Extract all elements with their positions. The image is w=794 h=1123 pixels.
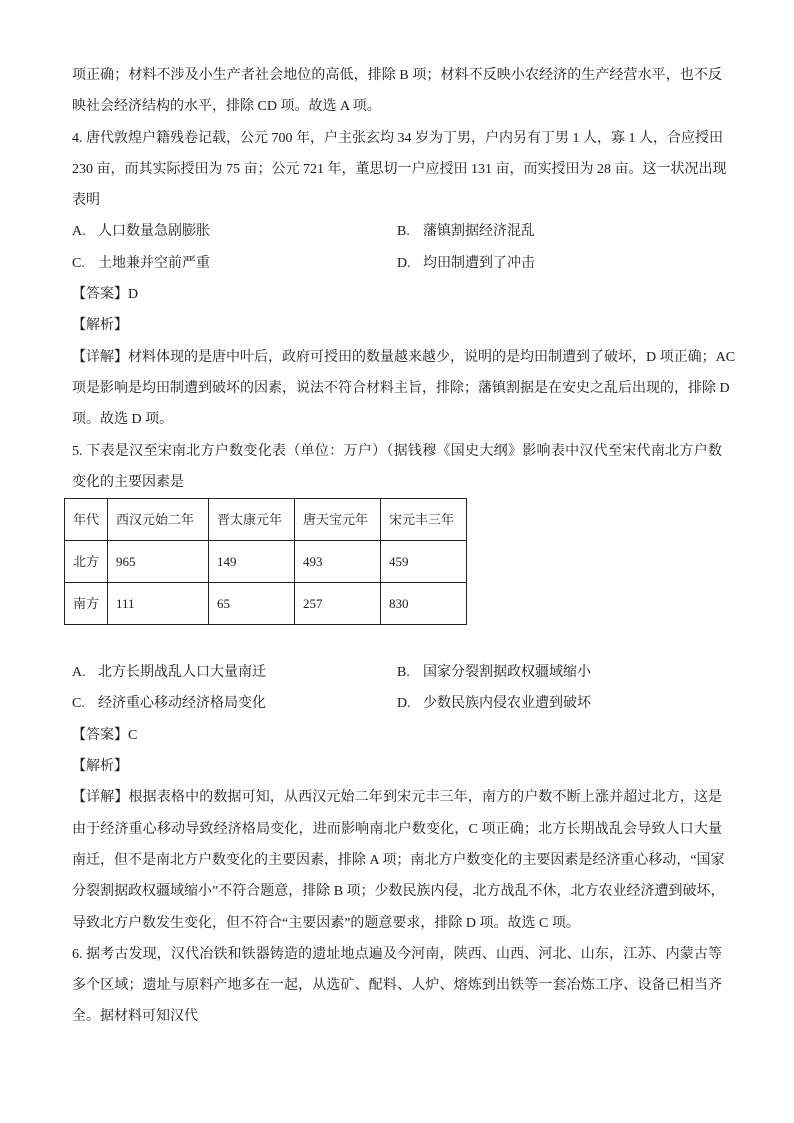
answer-tag: 【答案】 (72, 727, 128, 743)
option-text: 经济重心移动经济格局变化 (98, 696, 266, 712)
household-table-wrapper (64, 498, 722, 625)
question-stem-line: 全。据材料可知汉代 (72, 1009, 198, 1025)
table-cell: 830 (381, 583, 467, 625)
analysis-heading: 【解析】 (72, 759, 128, 775)
option-text: 北方长期战乱人口大量南迁 (98, 665, 266, 681)
option-c (72, 688, 397, 719)
option-text: 均田制遭到了冲击 (423, 255, 535, 271)
answer-tag: 【答案】 (72, 287, 128, 303)
detail-tag: 【详解】 (72, 349, 128, 365)
option-text: 藩镇割据经济混乱 (423, 224, 535, 240)
table-header-cell: 唐天宝元年 (295, 499, 381, 541)
option-d (397, 248, 535, 279)
analysis-heading: 【解析】 (72, 318, 128, 334)
detail-text: 材料体现的是唐中叶后，政府可授田的数量越来越少，说明的是均田制遭到了破坏，D 项正确；AC (128, 349, 736, 365)
option-label: C. (72, 255, 85, 271)
continuation-line: 映社会经济结构的水平，排除 CD 项。故选 A 项。 (72, 99, 381, 115)
option-text: 国家分裂割据政权疆域缩小 (423, 665, 591, 681)
question-6 (72, 939, 722, 1033)
options-row (72, 657, 722, 688)
table-header-cell: 年代 (65, 499, 108, 541)
table-cell: 257 (295, 583, 381, 625)
question-stem-line: 4. 唐代敦煌户籍残卷记载，公元 700 年，户主张玄均 34 岁为丁男，户内另有丁男 1 人，寡 1 人，合应授田 (72, 130, 723, 146)
table-cell: 111 (108, 583, 209, 625)
option-label: A. (72, 665, 86, 681)
answer-line (72, 720, 722, 751)
table-header-row (65, 499, 467, 541)
option-d (397, 688, 591, 719)
table-cell: 493 (295, 541, 381, 583)
option-c (72, 248, 397, 279)
detail-line: 项是影响是均田制遭到破坏的因素，说法不符合材料主旨，排除；藩镇割据是在安史之乱后出现的，排除 D (72, 380, 730, 396)
question-stem-line: 多个区域；遗址与原料产地多在一起，从选矿、配料、人炉、熔炼到出铁等一套冶炼工序、设备已相当齐 (72, 978, 722, 994)
detail-line: 分裂割据政权疆域缩小”不符合题意，排除 B 项；少数民族内侵，北方战乱不休，北方农业经济遭到破坏， (72, 884, 725, 900)
detail-text: 根据表格中的数据可知，从西汉元始二年到宋元丰三年，南方的户数不断上涨并超过北方，这是 (128, 790, 723, 806)
document-page (72, 60, 736, 1033)
option-label: B. (397, 665, 410, 681)
detail-line: 南迁，但不是南北方户数变化的主要因素，排除 A 项；南北方户数变化的主要因素是经济重心移动，“国家 (72, 852, 725, 868)
spacer (72, 625, 722, 657)
detail-line: 由于经济重心移动导致经济格局变化，进而影响南北户数变化，C 项正确；北方长期战乱会导致人口大量 (72, 821, 722, 837)
table-row (65, 541, 467, 583)
option-label: C. (72, 696, 85, 712)
detail-line (72, 782, 722, 813)
table-row (65, 583, 467, 625)
household-table (64, 498, 467, 625)
table-cell: 149 (209, 541, 295, 583)
question-stem-line: 5. 下表是汉至宋南北方户数变化表（单位：万户）（据钱穆《国史大纲》影响表中汉代至宋代南北方户数 (72, 443, 722, 459)
question-4 (72, 123, 736, 436)
answer-line (72, 279, 722, 310)
question-stem-line: 230 亩，而其实际授田为 75 亩；公元 721 年，董思切一户应授田 131 亩，而实授田为 28 亩。这一状况出现 (72, 161, 727, 177)
continuation-line: 项正确；材料不涉及小生产者社会地位的高低，排除 B 项；材料不反映小农经济的生产经营水平，也不反 (72, 68, 722, 83)
table-cell: 965 (108, 541, 209, 583)
table-cell: 459 (381, 541, 467, 583)
table-row-label: 南方 (65, 583, 108, 625)
detail-line: 项。故选 D 项。 (72, 412, 174, 428)
option-b (397, 216, 535, 247)
option-a (72, 216, 397, 247)
option-label: D. (397, 255, 411, 271)
question-stem-line: 表明 (72, 193, 100, 209)
detail-line (72, 342, 736, 373)
table-header-cell: 晋太康元年 (209, 499, 295, 541)
option-text: 少数民族内侵农业遭到破坏 (423, 696, 591, 712)
question-stem-line: 变化的主要因素是 (72, 474, 184, 490)
table-cell: 65 (209, 583, 295, 625)
answer-value: C (128, 727, 138, 743)
options-row (72, 216, 722, 247)
answer-value: D (128, 287, 139, 303)
table-header-cell: 宋元丰三年 (381, 499, 467, 541)
option-label: D. (397, 696, 411, 712)
option-b (397, 657, 591, 688)
detail-tag: 【详解】 (72, 790, 129, 806)
options-row (72, 688, 722, 719)
option-label: B. (397, 224, 410, 240)
option-text: 土地兼并空前严重 (98, 255, 210, 271)
option-label: A. (72, 224, 86, 240)
question-stem-line: 6. 据考古发现，汉代冶铁和铁器铸造的遗址地点遍及今河南，陕西、山西、河北、山东，江苏、内蒙古等 (72, 946, 722, 962)
option-a (72, 657, 397, 688)
table-header-cell: 西汉元始二年 (108, 499, 209, 541)
detail-line: 导致北方户数发生变化，但不符合“主要因素”的题意要求，排除 D 项。故选 C 项。 (72, 915, 580, 931)
option-text: 人口数量急剧膨胀 (98, 224, 210, 240)
table-row-label: 北方 (65, 541, 108, 583)
question-5 (72, 436, 725, 939)
options-row (72, 248, 722, 279)
